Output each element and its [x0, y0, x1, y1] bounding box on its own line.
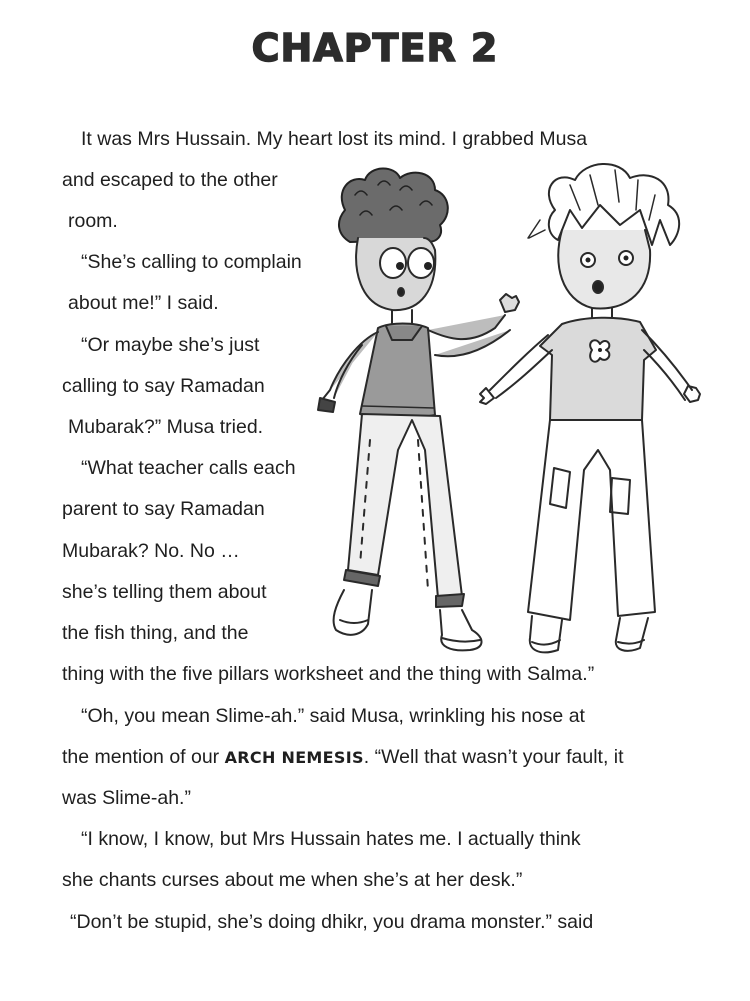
- text-line: the fish thing, and the: [62, 622, 249, 644]
- text-line: Mubarak? No. No …: [62, 540, 240, 562]
- text-fragment: the mention of our: [62, 746, 225, 768]
- text-line: Mubarak?” Musa tried.: [68, 416, 264, 438]
- text-line: “Don’t be stupid, she’s doing dhikr, you drama monster.” said: [70, 911, 594, 933]
- text-line: “I know, I know, but Mrs Hussain hates me. I actually think: [81, 828, 581, 850]
- text-line: thing with the five pillars worksheet and the thing with Salma.”: [62, 663, 595, 685]
- text-line: she’s telling them about: [62, 581, 267, 603]
- two-kids-sketch-icon: [300, 150, 720, 670]
- text-line: [62, 745, 624, 770]
- chapter-title: CHAPTER 2: [251, 26, 499, 70]
- arch-nemesis-emphasis: ARCH NEMESIS: [224, 748, 364, 767]
- boy-figure: [318, 168, 519, 650]
- text-line: “Or maybe she’s just: [81, 334, 260, 356]
- text-line: room.: [68, 210, 118, 232]
- text-line: about me!” I said.: [68, 292, 219, 314]
- text-fragment: . “Well that wasn’t your fault, it: [363, 746, 624, 768]
- text-line: It was Mrs Hussain. My heart lost its mind. I grabbed Musa: [81, 128, 588, 150]
- text-line: and escaped to the other: [62, 169, 278, 191]
- text-line: “Oh, you mean Slime-ah.” said Musa, wrinkling his nose at: [81, 705, 585, 727]
- text-line: “What teacher calls each: [81, 457, 296, 479]
- text-line: parent to say Ramadan: [62, 498, 265, 520]
- text-line: “She’s calling to complain: [81, 251, 302, 273]
- girl-figure: [480, 164, 700, 652]
- text-line: calling to say Ramadan: [62, 375, 265, 397]
- text-line: was Slime-ah.”: [62, 787, 191, 809]
- text-line: she chants curses about me when she’s at her desk.”: [62, 869, 523, 891]
